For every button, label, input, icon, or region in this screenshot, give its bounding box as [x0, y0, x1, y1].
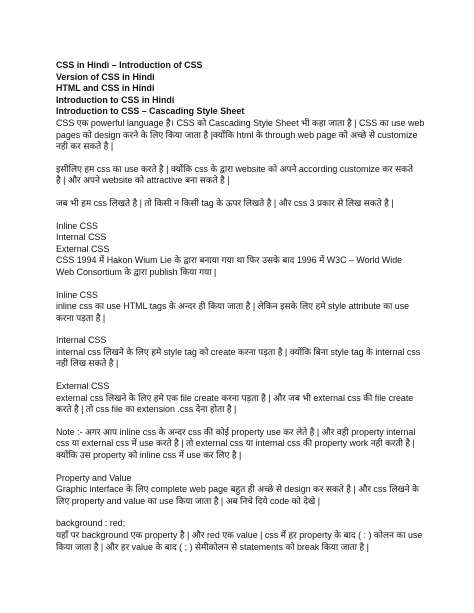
spacer: [56, 370, 426, 381]
intro-line: pages को design करने के लिए किया जाता है |क्योंकि html के through web page को अच्छे से customize: [56, 129, 418, 140]
note-paragraph: [56, 427, 426, 462]
internal-line: नही लिख सकते है |: [56, 358, 119, 369]
why-line: इसीलिए हम css का use करते है | क्योंकि css के द्वारा website को अपने according customize कर सकते: [56, 163, 414, 174]
spacer: [56, 507, 426, 518]
internal-line: Internal CSS: [56, 335, 107, 346]
heading-cascading: Introduction to CSS – Cascading Style Sheet: [56, 106, 245, 117]
spacer: [56, 187, 426, 198]
spacer: [56, 324, 426, 335]
note-line: Note :- अगर आप inline css के अन्दर css की कोई property use कर लेते है | और वही property internal: [56, 426, 416, 437]
note-line: css या external css में use करते है | तो external css या internal css की property work नही करती है |: [56, 438, 415, 449]
types-line: CSS 1994 में Hakon Wium Lie के द्वारा बनाया गया था फिर उसके बाद 1996 में W3C – World Wide: [56, 255, 403, 266]
types-line: Internal CSS: [56, 232, 107, 243]
spacer: [56, 416, 426, 427]
types-line: External CSS: [56, 243, 110, 254]
external-line: करते है | तो css file का extension .css देना होता है |: [56, 404, 237, 415]
document-page: [56, 60, 426, 553]
heading-introduction: Introduction to CSS in Hindi: [56, 94, 175, 105]
internal-paragraph: [56, 335, 426, 370]
property-line: Property and Value: [56, 472, 132, 483]
spacer: [56, 279, 426, 290]
why-paragraph: [56, 164, 426, 187]
external-line: External CSS: [56, 381, 110, 392]
heading-html-css: HTML and CSS in Hindi: [56, 83, 155, 94]
types-paragraph: [56, 221, 426, 279]
background-line: किया जाता है | और हर value के बाद ( ; ) सेमीकोलन से statements को break किया जाता है |: [56, 541, 369, 552]
inline-line: Inline CSS: [56, 289, 98, 300]
inline-line: inline css का use HTML tags के अन्दर ही किया जाता है | लेकिन इसके लिए हमे style attribute का use: [56, 301, 410, 312]
heading-block: [56, 60, 426, 118]
spacer: [56, 153, 426, 164]
inline-line: करना पड़ता है |: [56, 312, 106, 323]
write-line: जब भी हम css लिखते है | तो किसी न किसी tag के ऊपर लिखते है | और css 3 प्रकार से लिख सकते है |: [56, 197, 394, 208]
background-line: background : red;: [56, 518, 126, 529]
property-line: लिए property and value का use किया जाता है | अब निचे दिये code को देखे |: [56, 495, 321, 506]
types-line: Inline CSS: [56, 220, 98, 231]
property-line: Graphic interface के लिए complete web page बहुत ही अच्छे से design कर सकते है | और css लिखने के: [56, 484, 419, 495]
external-paragraph: [56, 381, 426, 416]
heading-title: CSS in Hindi – Introduction of CSS: [56, 60, 203, 70]
inline-paragraph: [56, 290, 426, 325]
write-paragraph: [56, 198, 426, 210]
background-line: यहाँ पर background एक property है | और red एक value | css में हर property के बाद ( : ) कोलन का use: [56, 530, 423, 540]
heading-version: Version of CSS in Hindi: [56, 71, 155, 82]
internal-line: internal css लिखने के लिए हमे style tag को create करना पड़ता है | क्योंकि बिना style tag के internal css: [56, 346, 421, 357]
intro-paragraph: [56, 118, 426, 153]
intro-line: CSS एक powerful language है। CSS को Cascading Style Sheet भी कहा जाता है | CSS का use web: [56, 117, 425, 128]
types-line: Web Consortium के द्वारा publish किया गया |: [56, 266, 217, 277]
property-paragraph: [56, 473, 426, 508]
external-line: external css लिखने के लिए हमे एक file create करना पड़ता है | और जब भी external css की file create: [56, 392, 414, 403]
spacer: [56, 462, 426, 473]
intro-line: नही कर सकते है |: [56, 141, 114, 152]
note-line: क्योंकि उस property को inline css में use कर लिए है |: [56, 450, 242, 461]
background-paragraph: [56, 518, 426, 553]
why-line: है | और अपने website को attractive बना सकते है |: [56, 175, 230, 186]
spacer: [56, 210, 426, 221]
